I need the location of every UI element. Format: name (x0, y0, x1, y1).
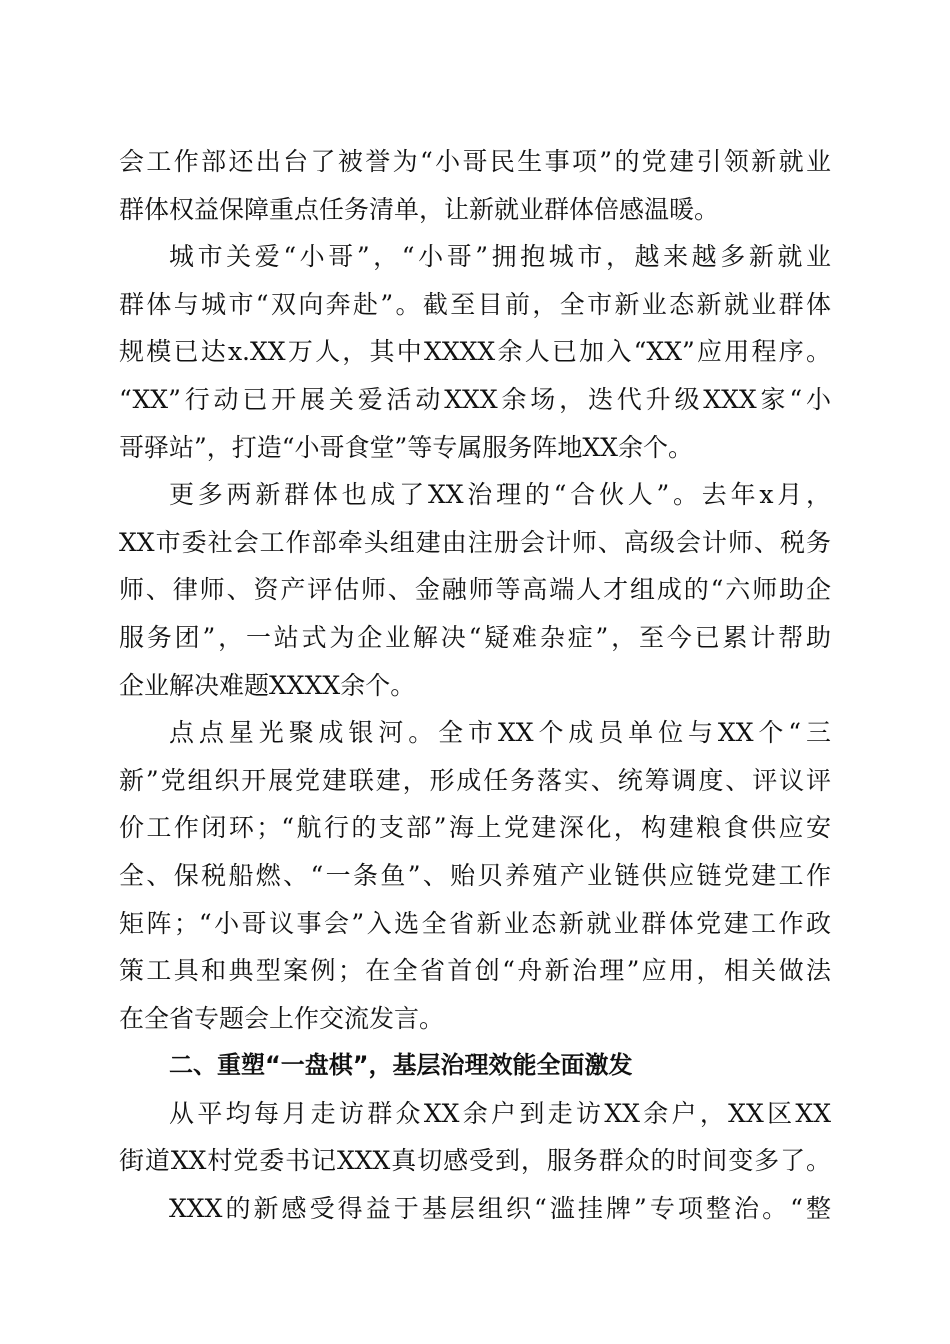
text-line: 师、律师、资产评估师、金融师等高端人才组成的“六师助企 (119, 575, 831, 605)
text-line: 会工作部还出台了被誉为“小哥民生事项”的党建引领新就业 (119, 147, 831, 176)
text-line: 规模已达x.XX万人，其中XXXX余人已加入“XX”应用程序。 (119, 337, 831, 367)
text-line: 企业解决难题XXXX余个。 (119, 670, 416, 700)
text-line: 哥驿站”，打造“小哥食堂”等专属服务阵地XX余个。 (119, 432, 693, 462)
text-line: 在全省专题会上作交流发言。 (119, 1003, 445, 1033)
text-line: 群体权益保障重点任务清单，让新就业群体倍感温暖。 (119, 194, 720, 224)
text-line: 价工作闭环；“航行的支部”海上党建深化，构建粮食供应安 (119, 813, 831, 843)
text-line: 点点星光聚成银河。全市XX个成员单位与XX个“三 (169, 718, 831, 748)
text-line: 矩阵；“小哥议事会”入选全省新业态新就业群体党建工作政 (119, 908, 831, 938)
text-line: XX市委社会工作部牵头组建由注册会计师、高级会计师、税务 (119, 527, 831, 557)
text-line: 群体与城市“双向奔赴”。截至目前，全市新业态新就业群体 (119, 289, 831, 319)
text-line: 服务团”，一站式为企业解决“疑难杂症”，至今已累计帮助 (119, 622, 831, 652)
body-text (119, 138, 831, 1233)
text-line: 从平均每月走访群众XX余户到走访XX余户，XX区XX (169, 1098, 831, 1128)
text-line: 策工具和典型案例；在全省首创“舟新治理”应用，相关做法 (119, 956, 831, 986)
text-line: “XX”行动已开展关爱活动XXX余场，迭代升级XXX家“小 (119, 384, 831, 414)
text-line: 新”党组织开展党建联建，形成任务落实、统筹调度、评议评 (119, 765, 831, 795)
text-line: 更多两新群体也成了XX治理的“合伙人”。去年x月， (169, 480, 831, 510)
section-heading: 二、重塑“一盘棋”，基层治理效能全面激发 (169, 1051, 633, 1080)
text-line: 城市关爱“小哥”，“小哥”拥抱城市，越来越多新就业 (169, 242, 831, 272)
text-line: XXX的新感受得益于基层组织“滥挂牌”专项整治。“整 (169, 1194, 831, 1224)
text-line: 全、保税船燃、“一条鱼”、贻贝养殖产业链供应链党建工作 (119, 860, 831, 890)
text-line: 街道XX村党委书记XXX真切感受到，服务群众的时间变多了。 (119, 1146, 831, 1176)
